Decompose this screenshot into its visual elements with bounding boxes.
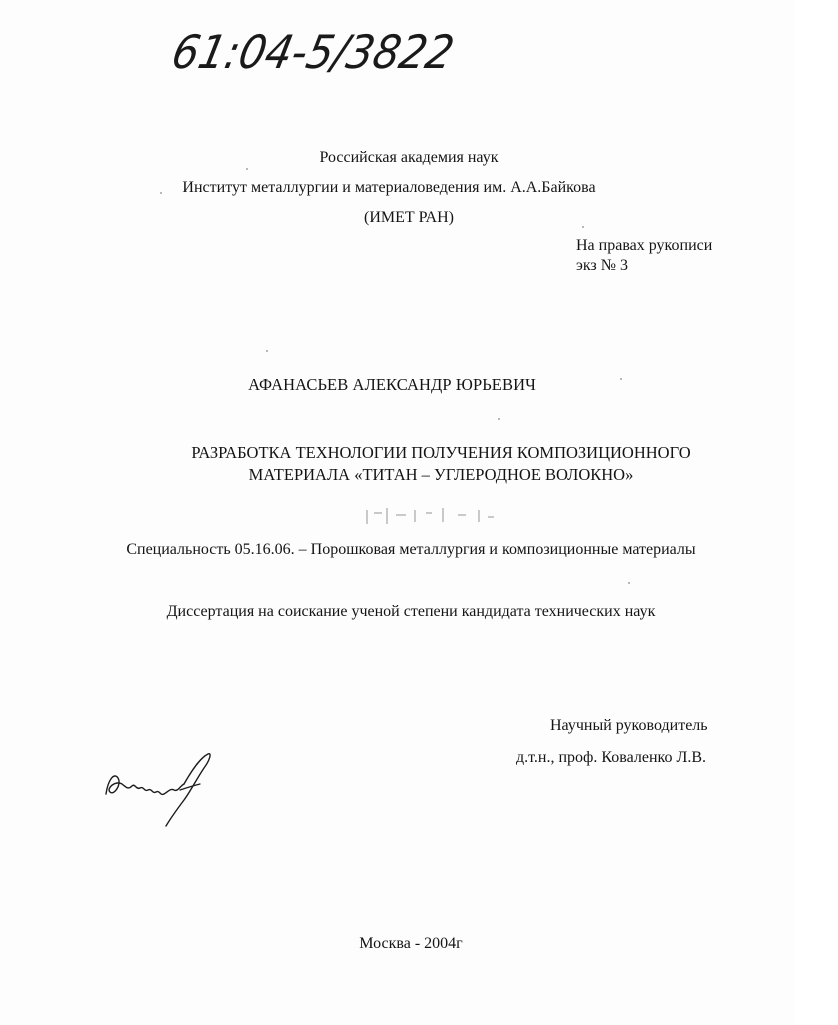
scan-speck xyxy=(620,378,622,380)
faint-stamp-mark xyxy=(362,502,502,530)
thesis-title-line-1: РАЗРАБОТКА ТЕХНОЛОГИИ ПОЛУЧЕНИЯ КОМПОЗИЦИОННОГО xyxy=(191,443,691,462)
scan-speck xyxy=(498,418,500,420)
degree-line: Диссертация на соискание ученой степени кандидата технических наук xyxy=(166,603,656,620)
advisor-name: д.т.н., проф. Коваленко Л.В. xyxy=(516,749,707,766)
author-signature xyxy=(100,750,220,835)
academy-name: Российская академия наук xyxy=(319,149,499,166)
scan-speck xyxy=(266,350,268,352)
thesis-title-line-2: МАТЕРИАЛА «ТИТАН – УГЛЕРОДНОЕ ВОЛОКНО» xyxy=(248,465,634,484)
manuscript-rights: На правах рукописи xyxy=(576,237,713,254)
specialty-line: Специальность 05.16.06. – Порошковая металлургия и композиционные материалы xyxy=(126,541,696,558)
handwritten-archive-number xyxy=(167,10,490,110)
institute-name: Институт металлургии и материаловедения им. А.А.Байкова xyxy=(182,179,596,196)
city-year: Москва - 2004г xyxy=(359,935,463,952)
scan-speck xyxy=(582,226,584,228)
scan-speck xyxy=(628,582,630,584)
advisor-label: Научный руководитель xyxy=(550,717,708,734)
copy-number: экз № 3 xyxy=(576,257,629,274)
scan-speck xyxy=(246,168,248,170)
archive-number-text: 61:04-5/3822 xyxy=(167,25,490,79)
institute-abbreviation: (ИМЕТ РАН) xyxy=(364,209,454,226)
author-name: АФАНАСЬЕВ АЛЕКСАНДР ЮРЬЕВИЧ xyxy=(248,375,536,394)
scan-speck xyxy=(160,192,162,194)
